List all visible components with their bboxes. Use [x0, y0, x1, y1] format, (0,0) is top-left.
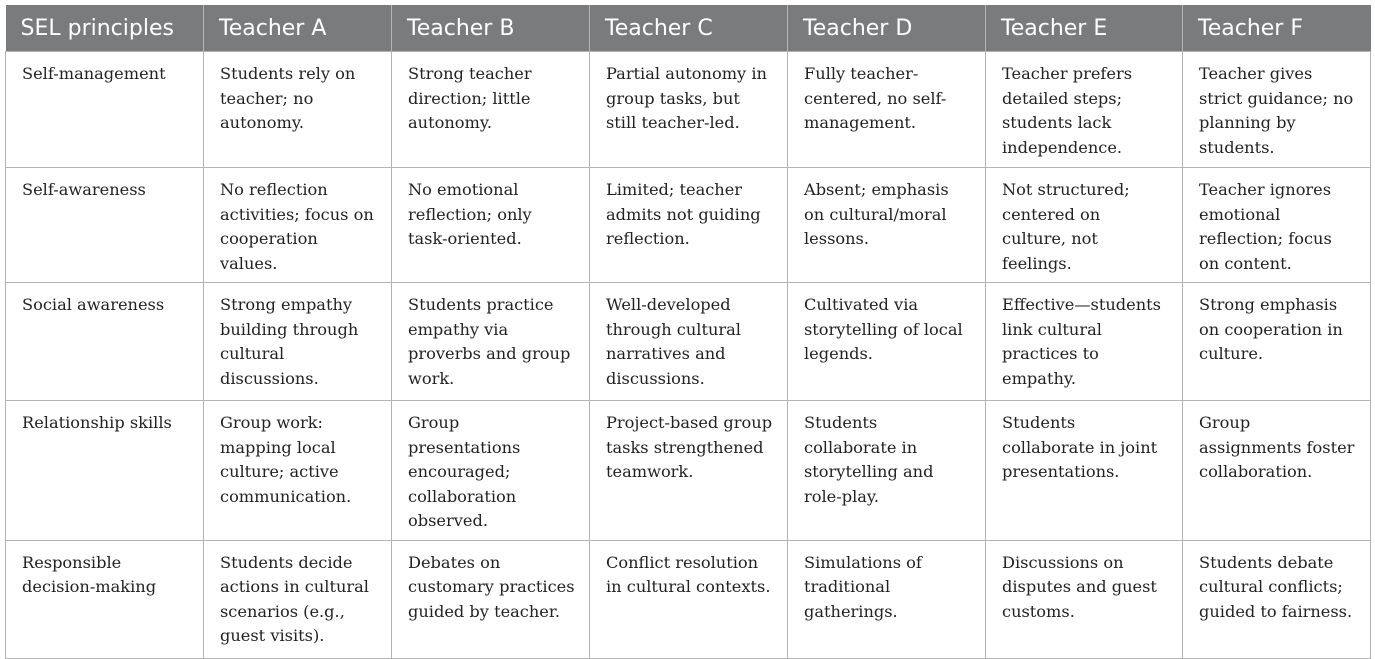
table-cell: Discussions on disputes and guest customs.: [986, 540, 1183, 658]
header-teacher-b: Teacher B: [392, 5, 590, 52]
table-cell: Students rely on teacher; no autonomy.: [204, 52, 392, 168]
table-row: [6, 168, 1371, 283]
principle-cell: Self-management: [6, 52, 204, 168]
table-row: [6, 540, 1371, 658]
table-cell: Project-based group tasks strengthened teamwork.: [590, 401, 788, 541]
header-sel-principles: SEL principles: [6, 5, 204, 52]
table-cell: Group presentations encouraged; collaboration observed.: [392, 401, 590, 541]
table-cell: Strong emphasis on cooperation in culture.: [1183, 283, 1371, 401]
table-cell: Limited; teacher admits not guiding reflection.: [590, 168, 788, 283]
header-teacher-d: Teacher D: [788, 5, 986, 52]
table-cell: Students collaborate in joint presentations.: [986, 401, 1183, 541]
principle-cell: Self-awareness: [6, 168, 204, 283]
header-teacher-c: Teacher C: [590, 5, 788, 52]
table-cell: Strong teacher direction; little autonomy.: [392, 52, 590, 168]
table-row: [6, 401, 1371, 541]
principle-cell: Social awareness: [6, 283, 204, 401]
table-cell: Conflict resolution in cultural contexts.: [590, 540, 788, 658]
table-cell: Absent; emphasis on cultural/moral lessons.: [788, 168, 986, 283]
table-cell: Group assignments foster collaboration.: [1183, 401, 1371, 541]
table-cell: Partial autonomy in group tasks, but still teacher-led.: [590, 52, 788, 168]
table-cell: Students debate cultural conflicts; guided to fairness.: [1183, 540, 1371, 658]
table-cell: Students decide actions in cultural scenarios (e.g., guest visits).: [204, 540, 392, 658]
sel-comparison-table-container: [5, 5, 1370, 659]
principle-cell: Relationship skills: [6, 401, 204, 541]
table-row: [6, 52, 1371, 168]
table-cell: Group work: mapping local culture; active communication.: [204, 401, 392, 541]
table-cell: Debates on customary practices guided by teacher.: [392, 540, 590, 658]
table-cell: Students collaborate in storytelling and role-play.: [788, 401, 986, 541]
table-cell: Teacher gives strict guidance; no planning by students.: [1183, 52, 1371, 168]
table-cell: Teacher prefers detailed steps; students lack independence.: [986, 52, 1183, 168]
table-cell: Cultivated via storytelling of local legends.: [788, 283, 986, 401]
header-row: [6, 5, 1371, 52]
sel-comparison-table: [5, 5, 1371, 659]
header-teacher-a: Teacher A: [204, 5, 392, 52]
table-cell: Teacher ignores emotional reflection; focus on content.: [1183, 168, 1371, 283]
table-header: [6, 5, 1371, 52]
table-cell: Well-developed through cultural narratives and discussions.: [590, 283, 788, 401]
table-row: [6, 283, 1371, 401]
header-teacher-e: Teacher E: [986, 5, 1183, 52]
table-cell: Effective—students link cultural practices to empathy.: [986, 283, 1183, 401]
principle-cell: Responsible decision-making: [6, 540, 204, 658]
table-cell: No emotional reflection; only task-oriented.: [392, 168, 590, 283]
table-cell: Strong empathy building through cultural discussions.: [204, 283, 392, 401]
table-cell: No reflection activities; focus on cooperation values.: [204, 168, 392, 283]
table-cell: Simulations of traditional gatherings.: [788, 540, 986, 658]
table-cell: Not structured; centered on culture, not feelings.: [986, 168, 1183, 283]
header-teacher-f: Teacher F: [1183, 5, 1371, 52]
table-cell: Fully teacher-centered, no self-management.: [788, 52, 986, 168]
table-body: [6, 52, 1371, 659]
table-cell: Students practice empathy via proverbs and group work.: [392, 283, 590, 401]
